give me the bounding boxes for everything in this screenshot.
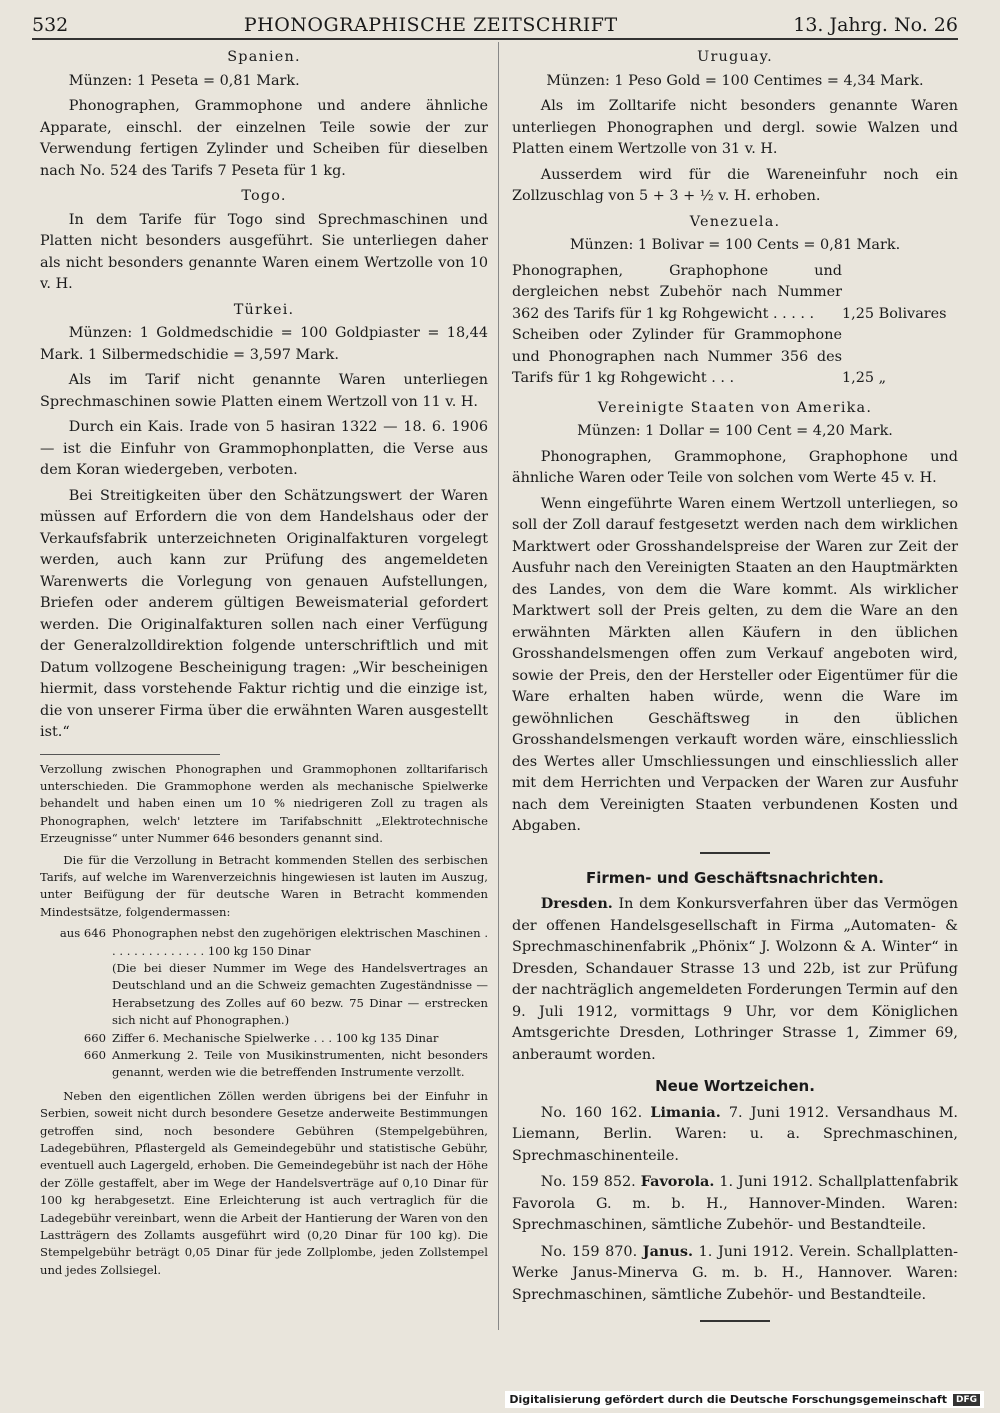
- table-row: [512, 261, 958, 326]
- table-cell-desc: Phonographen, Graphophone und dergleichen nebst Zubehör nach Nummer 362 des Tarifs für 1 kg Rohgewicht . . . . .: [512, 262, 842, 322]
- venezuela-coin: Münzen: 1 Bolivar = 100 Cents = 0,81 Mark.: [569, 237, 901, 253]
- right-column: [512, 44, 958, 1336]
- column-divider: [498, 42, 499, 1330]
- journal-title: PHONOGRAPHISCHE ZEITSCHRIFT: [243, 14, 618, 36]
- list-item-code: [58, 960, 112, 1030]
- tariff-list: [40, 925, 488, 1082]
- uruguay-paragraph-2: Ausserdem wird für die Wareneinfuhr noch ein Zollzuschlag von 5 + 3 + ½ v. H. erhoben.: [512, 166, 958, 204]
- page-number: 532: [32, 14, 69, 36]
- footer-text: Digitalisierung gefördert durch die Deutsche Forschungsgemeinschaft: [509, 1393, 947, 1406]
- note-paragraph-1: Verzollung zwischen Phonographen und Grammophonen zolltarifarisch unterschieden. Die Grammophone werden als mechanische Spielwerke behandelt und haben einen um 10 % niedrigeren Zoll zu tragen als Phonographen, welch' letztere im Tarifabschnitt „Elektrotechnische Erzeugnisse“ unter Nummer 646 besonders genannt sind.: [40, 761, 488, 846]
- list-item: [58, 1047, 488, 1082]
- list-item-code: 660: [83, 1048, 106, 1062]
- table-cell-value: 1,25 „: [842, 370, 887, 386]
- page-header: [32, 6, 958, 40]
- entry-name: Favorola.: [640, 1173, 715, 1190]
- tuerkei-paragraph-2: Durch ein Kais. Irade von 5 hasiran 1322 — 18. 6. 1906 — ist die Einfuhr von Grammophonplatten, die Verse aus dem Koran wiedergeben, verboten.: [40, 419, 488, 478]
- entry-text: 7. Juni 1912. Versandhaus M. Liemann, Berlin. Waren: u. a. Sprechmaschinen, Sprechmaschinenteile.: [512, 1104, 959, 1164]
- usa-paragraph-1: Phonographen, Grammophone, Graphophone und ähnliche Waren oder Teile von solchen vom Werte 45 v. H.: [512, 448, 958, 486]
- digitization-footer: [505, 1391, 984, 1408]
- list-item-text: Phonographen nebst den zugehörigen elektrischen Maschinen . . . . . . . . . . . . . . 100 kg 150 Dinar: [112, 926, 488, 958]
- list-item-code: 660: [83, 1030, 106, 1045]
- section-heading-spanien: Spanien.: [227, 49, 301, 65]
- firmen-lead: Dresden.: [540, 895, 613, 912]
- entry-number: No. 159 852.: [540, 1174, 636, 1190]
- list-item: [58, 925, 488, 960]
- section-heading-uruguay: Uruguay.: [697, 49, 773, 65]
- note-divider: [40, 754, 220, 755]
- uruguay-paragraph-1: Als im Zolltarife nicht besonders genannte Waren unterliegen Phonographen und dergl. sowie Walzen und Platten einem Wertzolle von 31 v. H.: [512, 98, 958, 157]
- entry-number: No. 159 870.: [540, 1243, 638, 1260]
- table-row: [512, 325, 958, 390]
- list-item-text: Anmerkung 2. Teile von Musikinstrumenten, nicht besonders genannt, werden wie die betreffenden Instrumente verzollt.: [112, 1048, 488, 1080]
- entry-name: Janus.: [642, 1242, 693, 1260]
- issue-info: 13. Jahrg. No. 26: [793, 14, 958, 36]
- entry-text: 1. Juni 1912. Schallplattenfabrik Favorola G. m. b. H., Hannover-Minden. Waren: Sprechmaschinen, sämtliche Zubehör- und Bestandteile.: [512, 1174, 958, 1233]
- list-item-text: Ziffer 6. Mechanische Spielwerke . . . 100 kg 135 Dinar: [112, 1030, 439, 1045]
- togo-text: In dem Tarife für Togo sind Sprechmaschinen und Platten nicht besonders ausgeführt. Sie unterliegen daher als nicht besonders genannte Waren einem Wertzolle von 10 v. H.: [40, 211, 488, 292]
- end-divider: [700, 1320, 770, 1322]
- section-divider: [700, 852, 770, 854]
- entry-name: Limania.: [650, 1103, 721, 1121]
- list-item-code: aus 646: [59, 926, 106, 941]
- dfg-logo: DFG: [953, 1394, 980, 1406]
- section-heading-firmen: Firmen- und Geschäftsnachrichten.: [586, 868, 884, 887]
- note-paragraph-2: Die für die Verzollung in Betracht kommenden Stellen des serbischen Tarifs, auf welche im Warenverzeichnis hingewiesen ist lauten im Auszug, unter Beifügung der für deutsche Waren in Betracht kommenden Mindestsätze, folgendermassen:: [40, 852, 488, 919]
- serbia-note: [40, 761, 488, 1280]
- table-cell-value: 1,25 Bolivares: [842, 305, 947, 322]
- usa-coin: Münzen: 1 Dollar = 100 Cent = 4,20 Mark.: [577, 423, 893, 439]
- note-paragraph-3: Neben den eigentlichen Zöllen werden übrigens bei der Einfuhr in Serbien, soweit nicht durch besondere Gesetze anderweite Bestimmungen getroffen sind, noch besondere Gebühren (Stempelgebühren, Ladegebühren, Pflastergeld als Gemeindegebühr und statistische Gebühr, eventuell auch Lagergeld, erhoben. Die Gemeindegebühr ist nach der Höhe der Zölle gestaffelt, aber im Wege der Handelsverträge auf 0,10 Dinar für 100 kg herabgesetzt. Eine Erleichterung ist auch vertraglich für die Ladegebühr vereinbart, wenn die Arbeit der Hantierung der Waren von den Lastträgern des Zollamts ausgeführt wird (0,20 Dinar für 100 kg). Die Stempelgebühr beträgt 0,05 Dinar für jede Zollplombe, jeden Zollstempel und jedes Zollsiegel.: [40, 1088, 488, 1277]
- list-item: [58, 960, 488, 1030]
- spanien-text: Phonographen, Grammophone und andere ähnliche Apparate, einschl. der einzelnen Teile sowie der zur Verwendung fertigen Zylinder und Scheiben für dieselben nach No. 524 des Tarifs 7 Peseta für 1 kg.: [40, 98, 488, 179]
- usa-paragraph-2: Wenn eingeführte Waren einem Wertzoll unterliegen, so soll der Zoll darauf festgesetzt werden nach dem wirklichen Marktwert oder Grosshandelspreise der Waren zur Zeit der Ausfuhr nach den Vereinigten Staaten an den Hauptmärkten des Landes, von dem die Ware kommt. Als wirklicher Marktwert soll der Preis gelten, zu dem die Ware an den erwähnten Märkten allen Käufern in den üblichen Grosshandelsmengen offen zum Verkauf angeboten wird, sowie der Preis, den der Hersteller oder Eigentümer für die Ware erhalten haben würde, wenn die Ware im gewöhnlichen Geschäftsweg in den üblichen Grosshandelsmengen verkauft worden wäre, einschliesslich des Wertes aller Umschliessungen und einschliesslich aller mit dem Herrichten und Verpacken der Waren zur Ausfuhr nach dem Vereinigten Staaten verbundenen Kosten und Abgaben.: [512, 495, 958, 834]
- firmen-text: In dem Konkursverfahren über das Vermögen der offenen Handelsgesellschaft in Firma „Automaten- & Sprechmaschinenfabrik „Phönix“ J. Wolzonn & A. Winter“ in Dresden, Schandauer Strasse 13 und 22b, ist zur Prüfung der nachträglich angemeldeten Forderungen Termin auf den 9. Juli 1912, vormittags 9 Uhr, vor dem Königlichen Amtsgerichte Dresden, Lothringer Strasse 1, Zimmer 69, anberaumt worden.: [512, 896, 958, 1063]
- spanien-coin: Münzen: 1 Peseta = 0,81 Mark.: [68, 72, 300, 89]
- table-cell-desc: Scheiben oder Zylinder für Grammophone und Phonographen nach Nummer 356 des Tarifs für 1 kg Rohgewicht . . .: [512, 327, 842, 386]
- list-item-text: (Die bei dieser Nummer im Wege des Handelsvertrages an Deutschland und an die Schweiz gemachten Zugeständnisse — Herabsetzung des Zolles auf 60 bezw. 75 Dinar — erstrecken sich nicht auf Phonographen.): [112, 960, 488, 1028]
- section-heading-wortzeichen: Neue Wortzeichen.: [655, 1077, 815, 1095]
- tuerkei-paragraph-1: Als im Tarif nicht genannte Waren unterliegen Sprechmaschinen sowie Platten einem Wertzoll von 11 v. H.: [40, 372, 488, 410]
- tuerkei-paragraph-3: Bei Streitigkeiten über den Schätzungswert der Waren müssen auf Erfordern die von dem Handelshaus oder der Verkaufsfabrik unterzeichneten Originalfakturen vorgelegt werden, auch kann zur Prüfung des angemeldeten Warenwerts die Vorlegung von genauen Aufstellungen, Briefen oder anderem gültigen Beweismaterial gefordert werden. Die Originalfakturen sollen nach einer Verfügung der Generalzolldirektion folgende unterschriftlich und mit Datum vollzogene Bescheinigung tragen: „Wir bescheinigen hiermit, dass vorstehende Faktur richtig und die einzige ist, die von unserer Firma über die erwähnten Waren ausgestellt ist.“: [40, 487, 488, 740]
- tuerkei-coin: Münzen: 1 Goldmedschidie = 100 Goldpiaster = 18,44 Mark. 1 Silbermedschidie = 3,597 Mark.: [40, 325, 488, 363]
- list-item: [512, 1171, 958, 1237]
- entry-text: 1. Juni 1912. Verein. Schallplatten-Werke Janus-Minerva G. m. b. H., Hannover. Waren: Sprechmaschinen, sämtliche Zubehör- und Bestandteile.: [512, 1243, 958, 1303]
- list-item: [58, 1030, 488, 1047]
- section-heading-usa: Vereinigte Staaten von Amerika.: [597, 399, 873, 416]
- list-item: [512, 1241, 958, 1307]
- section-heading-togo: Togo.: [241, 188, 287, 204]
- list-item: [512, 1102, 958, 1168]
- section-heading-venezuela: Venezuela.: [689, 213, 781, 230]
- left-column: [40, 44, 488, 1283]
- uruguay-coin: Münzen: 1 Peso Gold = 100 Centimes = 4,34 Mark.: [546, 72, 924, 89]
- section-heading-tuerkei: Türkei.: [233, 301, 295, 318]
- entry-number: No. 160 162.: [540, 1104, 643, 1121]
- venezuela-tariff-table: [512, 261, 958, 390]
- firmen-paragraph: [512, 893, 958, 1066]
